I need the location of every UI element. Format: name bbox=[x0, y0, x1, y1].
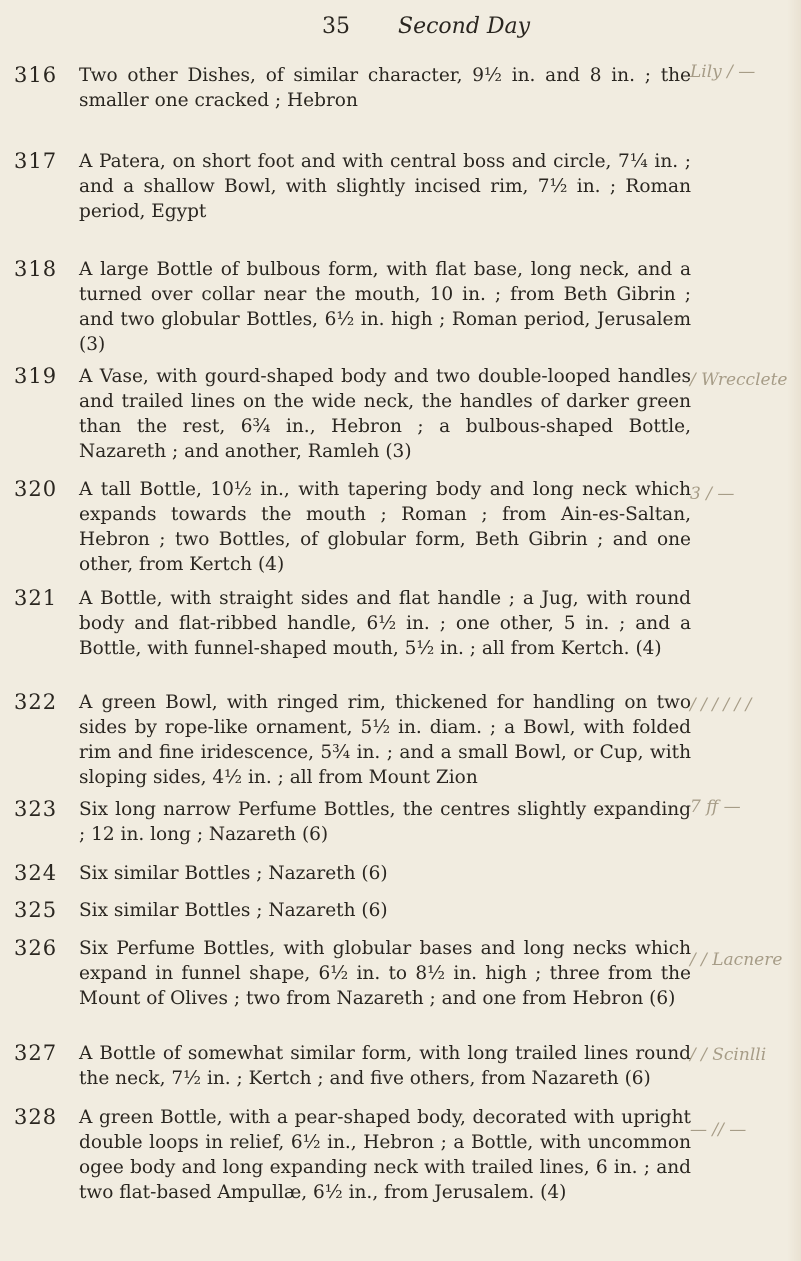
lot-number: 328 bbox=[14, 1105, 58, 1129]
lot-description: Six similar Bottles ; Nazareth (6) bbox=[79, 900, 388, 921]
running-title: Second Day bbox=[398, 14, 531, 39]
lot-number: 318 bbox=[14, 257, 58, 281]
handwritten-note: — // — bbox=[690, 1120, 747, 1140]
lot-number: 324 bbox=[14, 861, 58, 885]
page-edge-shadow bbox=[787, 0, 801, 1261]
lot-description: A Vase, with gourd-shaped body and two double-looped handles and trailed lines on the wide neck, the handles of darker green than the rest, 6¾ in., Hebron ; a bulbous-shaped Bottle, Nazareth ; and another, Ramleh (3) bbox=[79, 366, 691, 462]
handwritten-note: / / Lacnere bbox=[690, 950, 783, 970]
lot-number: 327 bbox=[14, 1041, 58, 1065]
lot-number: 317 bbox=[14, 149, 58, 173]
lot-description: Two other Dishes, of similar character, 9½ in. and 8 in. ; the smaller one cracked ; Hebron bbox=[79, 65, 691, 111]
lot-description: A Patera, on short foot and with central boss and circle, 7¼ in. ; and a shallow Bowl, with slightly incised rim, 7½ in. ; Roman period, Egypt bbox=[79, 151, 691, 222]
lot-number: 320 bbox=[14, 477, 58, 501]
lot-number: 319 bbox=[14, 364, 58, 388]
lot-number: 325 bbox=[14, 898, 58, 922]
handwritten-note: / Wrecclete bbox=[690, 370, 788, 390]
lot-description: Six similar Bottles ; Nazareth (6) bbox=[79, 863, 388, 884]
lot-description: Six Perfume Bottles, with globular bases and long necks which expand in funnel shape, 6½ in. to 8½ in. high ; three from the Mount of Olives ; two from Nazareth ; and one from Hebron (6) bbox=[79, 938, 691, 1009]
lot-number: 326 bbox=[14, 936, 58, 960]
lot-description: A tall Bottle, 10½ in., with tapering body and long neck which expands towards the mouth ; Roman ; from Ain-es-Saltan, Hebron ; two Bottles, of globular form, Beth Gibrin ; and one other, from Kertch (4) bbox=[79, 479, 691, 575]
lot-description: A Bottle, with straight sides and flat handle ; a Jug, with round body and flat-ribbed handle, 6½ in. ; one other, 5 in. ; and a Bottle, with funnel-shaped mouth, 5½ in. ; all from Kertch. (4) bbox=[79, 588, 691, 659]
lot-number: 323 bbox=[14, 797, 58, 821]
handwritten-note: / / Scinlli bbox=[690, 1045, 767, 1065]
lot-description: A green Bowl, with ringed rim, thickened for handling on two sides by rope-like ornament, 5½ in. diam. ; a Bowl, with folded rim and fine iridescence, 5¾ in. ; and a small Bowl, or Cup, with sloping sides, 4½ in. ; all from Mount Zion bbox=[79, 692, 691, 788]
handwritten-note: 7 ff — bbox=[690, 797, 741, 817]
lot-description: Six long narrow Perfume Bottles, the centres slightly expanding ; 12 in. long ; Nazareth (6) bbox=[79, 799, 691, 845]
lot-description: A green Bottle, with a pear-shaped body, decorated with upright double loops in relief, 6½ in., Hebron ; a Bottle, with uncommon ogee body and long expanding neck with trailed lines, 6 in. ; and two flat-based Ampullæ, 6½ in., from Jerusalem. (4) bbox=[79, 1107, 691, 1203]
handwritten-note: / / / / / / bbox=[690, 695, 752, 715]
handwritten-note: 3 / — bbox=[690, 484, 735, 504]
lot-number: 321 bbox=[14, 586, 58, 610]
page-header bbox=[0, 14, 801, 48]
lot-number: 322 bbox=[14, 690, 58, 714]
handwritten-note: Lily / — bbox=[690, 62, 756, 82]
page-number: 35 bbox=[322, 14, 350, 39]
lot-number: 316 bbox=[14, 63, 58, 87]
lot-description: A large Bottle of bulbous form, with flat base, long neck, and a turned over collar near the mouth, 10 in. ; from Beth Gibrin ; and two globular Bottles, 6½ in. high ; Roman period, Jerusalem (3) bbox=[79, 259, 691, 355]
lot-description: A Bottle of somewhat similar form, with long trailed lines round the neck, 7½ in. ; Kertch ; and five others, from Nazareth (6) bbox=[79, 1043, 691, 1089]
